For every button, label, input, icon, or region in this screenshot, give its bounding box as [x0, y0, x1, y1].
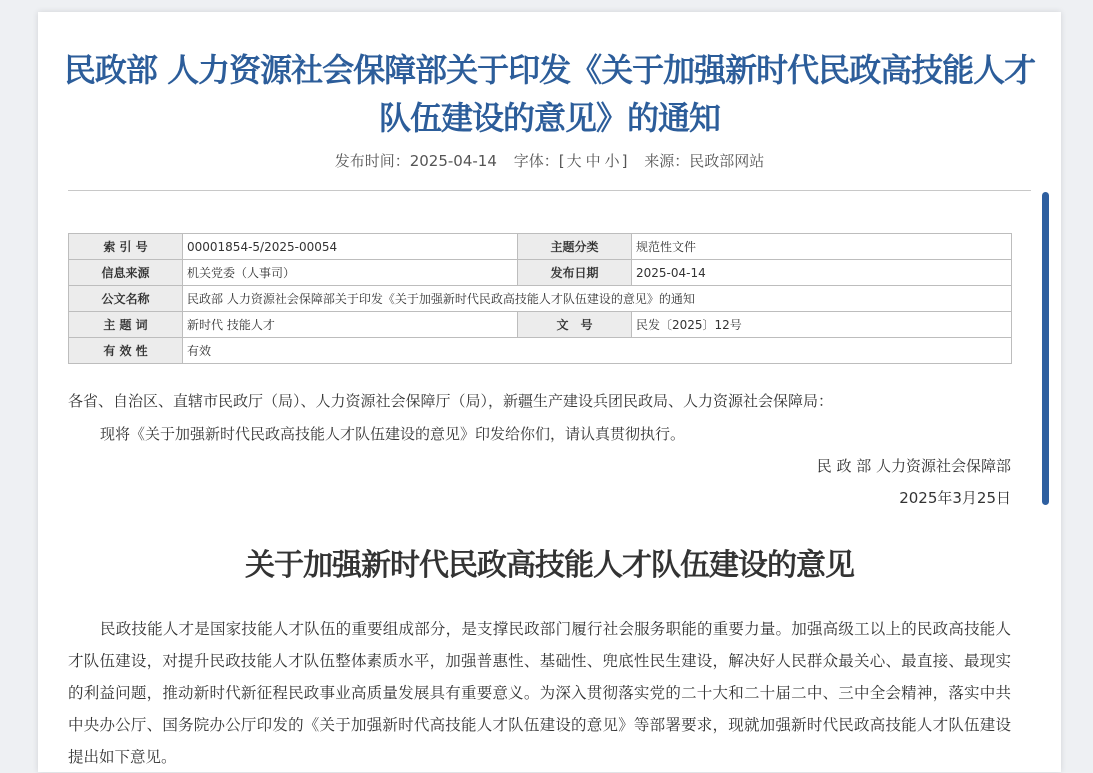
valid-key: 有 效 性 [69, 338, 183, 364]
publish-date: 发布时间：2025-04-14 [334, 152, 497, 170]
index-value: 00001854-5/2025-00054 [183, 234, 518, 260]
source-label: 来源：民政部网站 [644, 152, 765, 170]
font-open-bracket: [ [558, 152, 565, 170]
letter-notice: 现将《关于加强新时代民政高技能人才队伍建设的意见》印发给你们，请认真贯彻执行。 [100, 425, 686, 443]
letter-address: 各省、自治区、直辖市民政厅（局）、人力资源社会保障厅（局），新疆生产建设兵团民政局、人力资源社会保障局： [68, 392, 834, 410]
letter-date: 2025年3月25日 [899, 489, 1011, 507]
table-row [69, 312, 1012, 338]
valid-value: 有效 [183, 338, 1012, 364]
font-medium-link[interactable]: 中 [585, 152, 601, 170]
origin-key: 信息来源 [69, 260, 183, 286]
subject-key: 主 题 词 [69, 312, 183, 338]
doc-value: 民政部 人力资源社会保障部关于印发《关于加强新时代民政高技能人才队伍建设的意见》的通知 [183, 286, 1012, 312]
table-row [69, 338, 1012, 364]
opinion-paragraph: 民政技能人才是国家技能人才队伍的重要组成部分，是支撑民政部门履行社会服务职能的重要力量。加强高级工以上的民政高技能人才队伍建设，对提升民政技能人才队伍整体素质水平，加强普惠性、基础性、兜底性民生建设，解决好人民群众最关心、最直接、最现实的利益问题，推动新时代新征程民政事业高质量发展具有重要意义。为深入贯彻落实党的二十大和二十届二中、三中全会精神，落实中共中央办公厅、国务院办公厅印发的《关于加强新时代高技能人才队伍建设的意见》等部署要求，现就加强新时代民政高技能人才队伍建设提出如下意见。 [68, 620, 1011, 766]
page-title: 民政部 人力资源社会保障部关于印发《关于加强新时代民政高技能人才队伍建设的意见》的通知 [63, 51, 1036, 137]
origin-value: 机关党委（人事司） [183, 260, 518, 286]
opinion-title: 关于加强新时代民政高技能人才队伍建设的意见 [245, 548, 854, 583]
table-row [69, 260, 1012, 286]
subject-value: 新时代 技能人才 [183, 312, 518, 338]
font-large-link[interactable]: 大 [566, 152, 582, 170]
number-value: 民发〔2025〕12号 [632, 312, 1012, 338]
scrollbar-thumb[interactable] [1042, 192, 1049, 505]
date-value: 2025-04-14 [632, 260, 1012, 286]
font-close-bracket: ] [621, 152, 628, 170]
info-table [68, 233, 1012, 364]
title-divider [68, 190, 1031, 191]
letter-signer: 民 政 部 人力资源社会保障部 [816, 457, 1011, 475]
number-key: 文 号 [518, 312, 632, 338]
table-row [69, 234, 1012, 260]
font-small-link[interactable]: 小 [604, 152, 620, 170]
doc-key: 公文名称 [69, 286, 183, 312]
document-paper [38, 12, 1061, 772]
date-key: 发布日期 [518, 260, 632, 286]
font-size-label: 字体： [513, 152, 559, 170]
table-row [69, 286, 1012, 312]
index-key: 索 引 号 [69, 234, 183, 260]
topic-value: 规范性文件 [632, 234, 1012, 260]
article-meta [38, 150, 1061, 171]
font-size-control [514, 152, 633, 170]
topic-key: 主题分类 [518, 234, 632, 260]
